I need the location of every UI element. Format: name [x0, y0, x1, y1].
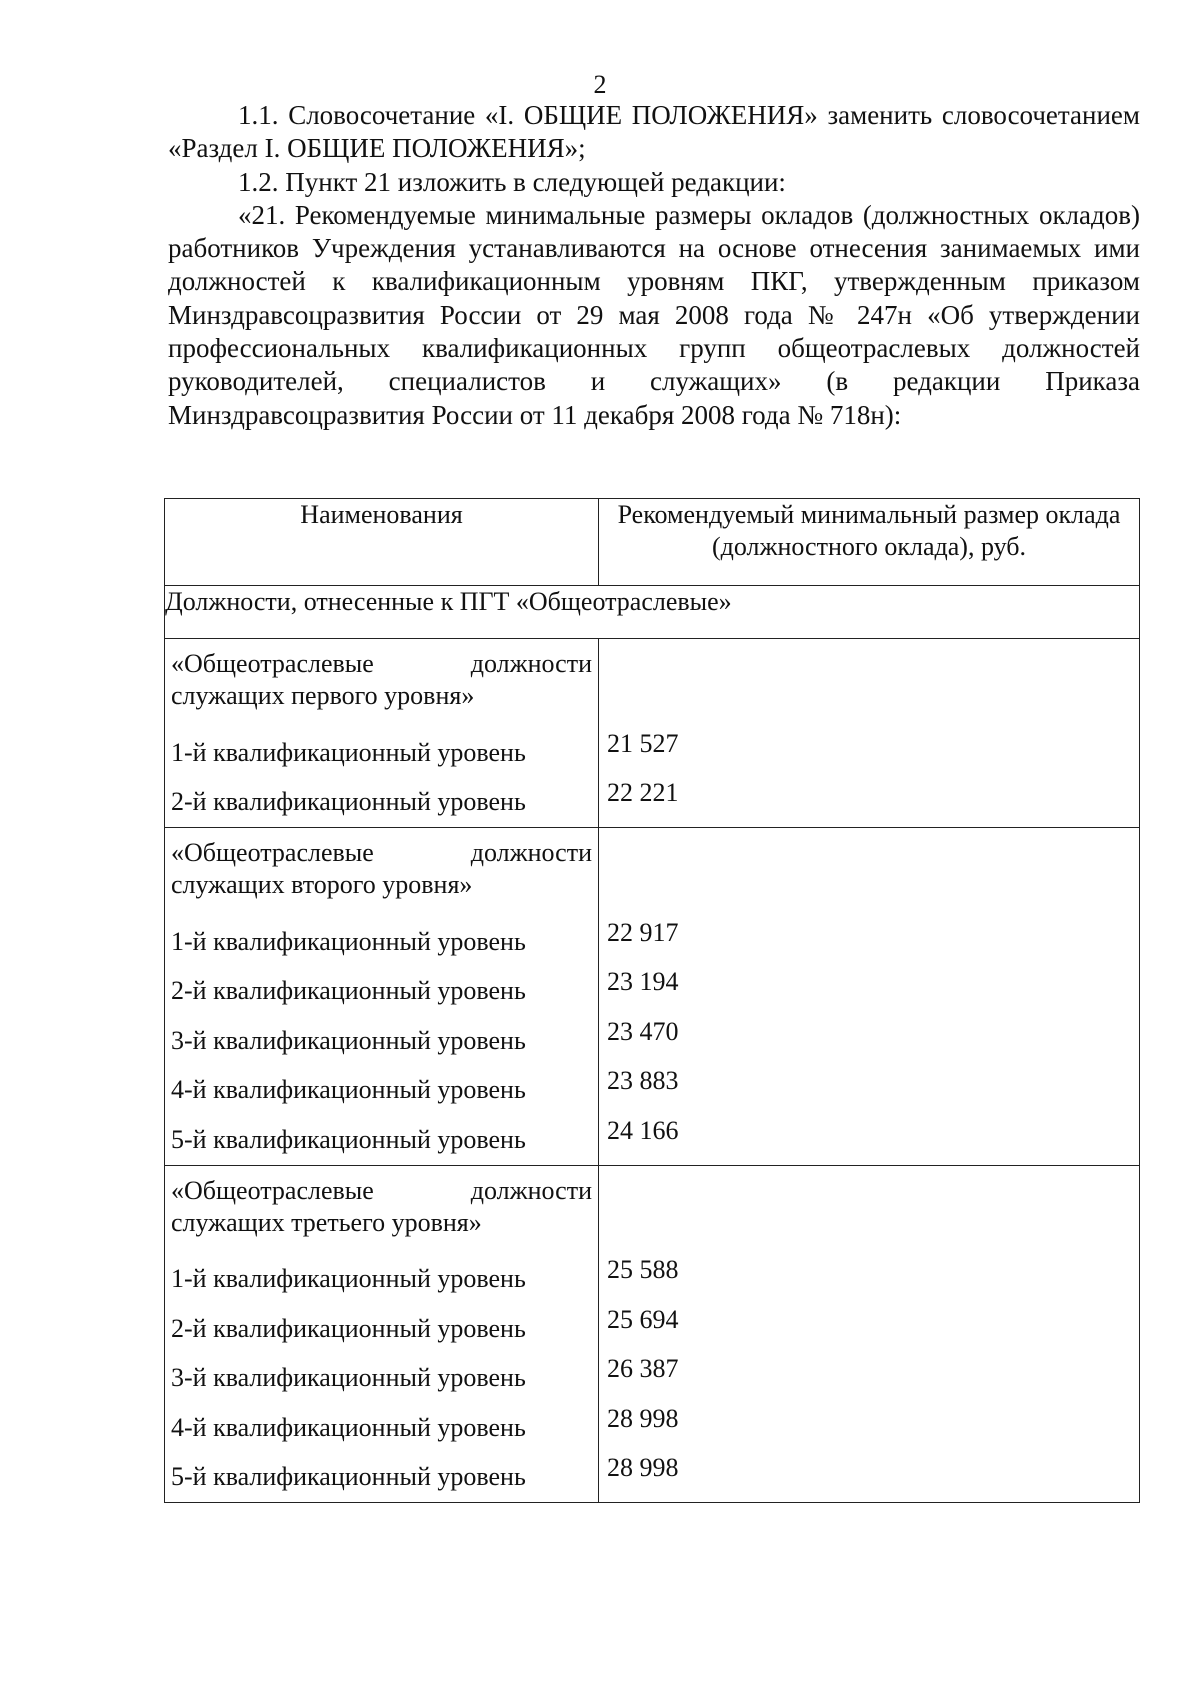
level-value: 22 917 [607, 917, 679, 947]
level-name: 5-й квалификационный уровень [171, 1124, 526, 1154]
section-title-part: служащих второго уровня» [171, 870, 473, 899]
section-title [165, 828, 598, 917]
table-section [165, 828, 1140, 1166]
section-title-part: «Общеотраслевые [171, 1175, 374, 1205]
level-name: 2-й квалификационный уровень [171, 976, 526, 1006]
section-title-part: должности [470, 649, 592, 678]
level-value: 24 166 [607, 1115, 679, 1145]
level-value: 22 221 [607, 778, 679, 808]
section-title [165, 1166, 598, 1255]
section-values-cell [599, 1165, 1140, 1503]
level-name: 1-й квалификационный уровень [171, 926, 526, 956]
level-name: 3-й квалификационный уровень [171, 1025, 526, 1055]
level-value: 25 694 [607, 1304, 679, 1334]
level-value: 25 588 [607, 1255, 679, 1285]
section-names-cell [165, 1165, 599, 1503]
section-title-part: служащих третьего уровня» [171, 1207, 482, 1237]
level-value: 28 998 [607, 1453, 679, 1483]
level-value: 23 194 [607, 967, 679, 997]
section-title-part: должности [470, 1175, 592, 1205]
header-names: Наименования [165, 499, 599, 586]
paragraph-1-2: 1.2. Пункт 21 изложить в следующей редакции: [238, 166, 786, 197]
table-section [165, 1165, 1140, 1503]
section-values-cell [599, 828, 1140, 1166]
section-values-cell [599, 639, 1140, 828]
level-value: 26 387 [607, 1354, 679, 1384]
group-row [165, 586, 1140, 639]
section-title [165, 639, 598, 728]
level-value: 23 470 [607, 1016, 679, 1046]
page-number: 2 [593, 70, 607, 99]
level-name: 3-й квалификационный уровень [171, 1363, 526, 1393]
level-name: 2-й квалификационный уровень [171, 1313, 526, 1343]
table-header-row [165, 499, 1140, 586]
level-value: 28 998 [607, 1403, 679, 1433]
level-name: 5-й квалификационный уровень [171, 1462, 526, 1492]
header-salary: Рекомендуемый минимальный размер оклада (должностного оклада), руб. [599, 499, 1140, 586]
group-title: Должности, отнесенные к ПГТ «Общеотраслевые» [165, 586, 1140, 639]
level-name: 2-й квалификационный уровень [171, 787, 526, 817]
section-title-part: должности [470, 838, 592, 867]
level-name: 1-й квалификационный уровень [171, 1264, 526, 1294]
level-name: 4-й квалификационный уровень [171, 1075, 526, 1105]
document-body [168, 99, 1140, 432]
section-title-part: «Общеотраслевые [171, 649, 374, 678]
level-value: 23 883 [607, 1066, 679, 1096]
level-value: 21 527 [607, 728, 679, 758]
table-section [165, 639, 1140, 828]
section-title-part: «Общеотраслевые [171, 838, 374, 867]
section-title-part: служащих первого уровня» [171, 681, 475, 710]
level-name: 4-й квалификационный уровень [171, 1412, 526, 1442]
paragraph-21: «21. Рекомендуемые минимальные размеры окладов (должностных окладов) работников Учреждения устанавливаются на основе отнесения занимаемых ими должностей к квалификационным уровням ПКГ, утвержденным приказом Минздравсоцразвития России от 29 мая 2008 года № 247н «Об утверждении профессиональных квалификационных групп общеотраслевых должностей руководителей, специалистов и служащих» (в редакции Приказа Минздравсоцразвития России от 11 декабря 2008 года № 718н): [168, 199, 1140, 430]
paragraph-1-1: 1.1. Словосочетание «I. ОБЩИЕ ПОЛОЖЕНИЯ» заменить словосочетанием «Раздел I. ОБЩИЕ ПОЛОЖЕНИЯ»; [168, 100, 1140, 164]
salary-table [164, 498, 1140, 1503]
section-names-cell [165, 639, 599, 828]
section-names-cell [165, 828, 599, 1166]
level-name: 1-й квалификационный уровень [171, 737, 526, 767]
